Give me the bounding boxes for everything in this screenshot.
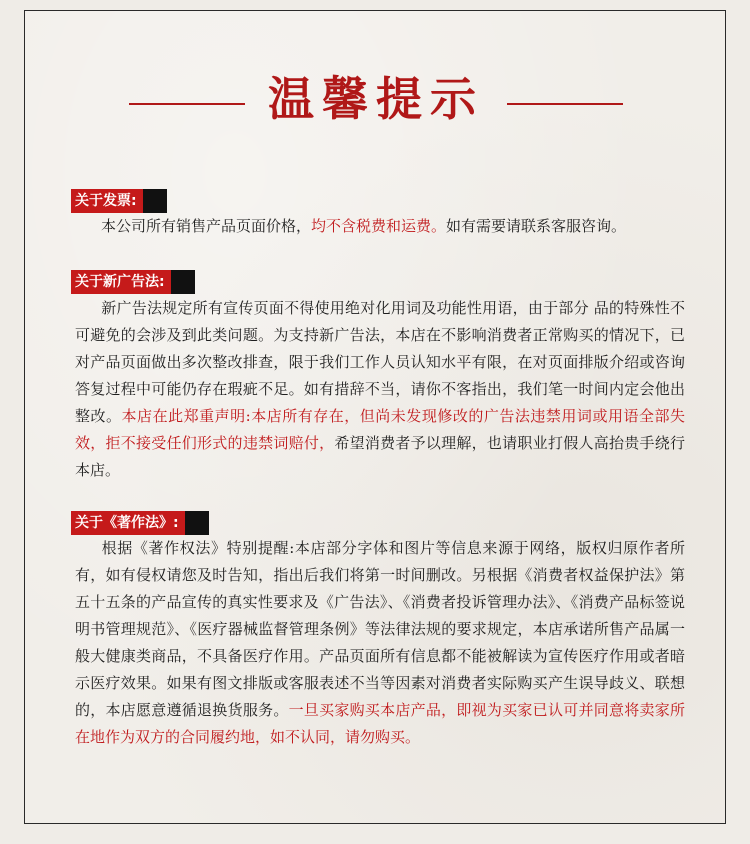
invoice-text-highlight: 均不含税费和运费。 (311, 217, 447, 235)
ad-law-text-before: 新广告法规定所有宣传页面不得使用绝对化用词及功能性用语，由于部分 品的特殊性不可避免的会涉及到此类问题。为支持新广告法，本店在不影响消费者正常购买的情况下，已对产品页面做出多次整改排查，限于我们工作人员认知水平有限，在对页面排版介绍或咨询答复过程中可能仍存在瑕疵不足。如有措辞不当，请你不客指出，我们笔一时间内定会他出整改。 (75, 299, 685, 425)
copyright-text-before: 根据《著作权法》特别提醒:本店部分字体和图片等信息来源于网络，版权归原作者所有，如有侵权请您及时告知，指出后我们将第一时间删改。另根据《消费者权益保护法》第五十五条的产品宣传的真实性要求及《广告法》、《消费者投诉管理办法》、《消费产品标签说明书管理规范》、《医疗器械监督管理条例》等法律法规的要求规定，本店承诺所售产品属一般大健康类商品，不具备医疗作用。产品页面所有信息都不能被解读为宣传医疗作用或者暗示医疗效果。如果有图文排版或客服表述不当等因素对消费者实际购买产生误导歧义、联想的，本店愿意遵循退换货服务。 (75, 539, 685, 719)
section-label-ad-law: 关于新广告法: (71, 270, 171, 294)
section-text-invoice (75, 213, 685, 240)
section-text-copyright (75, 535, 685, 751)
section-text-ad-law (75, 295, 685, 484)
section-label-invoice: 关于发票: (71, 189, 143, 213)
invoice-text-before: 本公司所有销售产品页面价格， (101, 217, 312, 235)
ad-law-text-after: 希望消费者予以理解，也请职业打假人高抬贵手绕行本店。 (75, 434, 685, 479)
title-divider-left (129, 103, 245, 105)
invoice-text-after: 如有需要请联系客服咨询。 (446, 217, 627, 235)
title-row (25, 69, 725, 129)
ad-law-text-highlight: 本店在此郑重声明:本店所有存在，但尚未发现修改的广告法违禁用词或用语全部失效，拒不接受任们形式的违禁词赔付， (75, 407, 685, 452)
section-label-copyright: 关于《著作法》: (71, 511, 185, 535)
title-divider-right (507, 103, 623, 105)
page-title: 温馨提示 (268, 72, 484, 126)
notice-frame (24, 10, 726, 824)
copyright-text-highlight: 一旦买家购买本店产品，即视为买家已认可并同意将卖家所在地作为双方的合同履约地，如不认同，请勿购买。 (75, 701, 685, 746)
